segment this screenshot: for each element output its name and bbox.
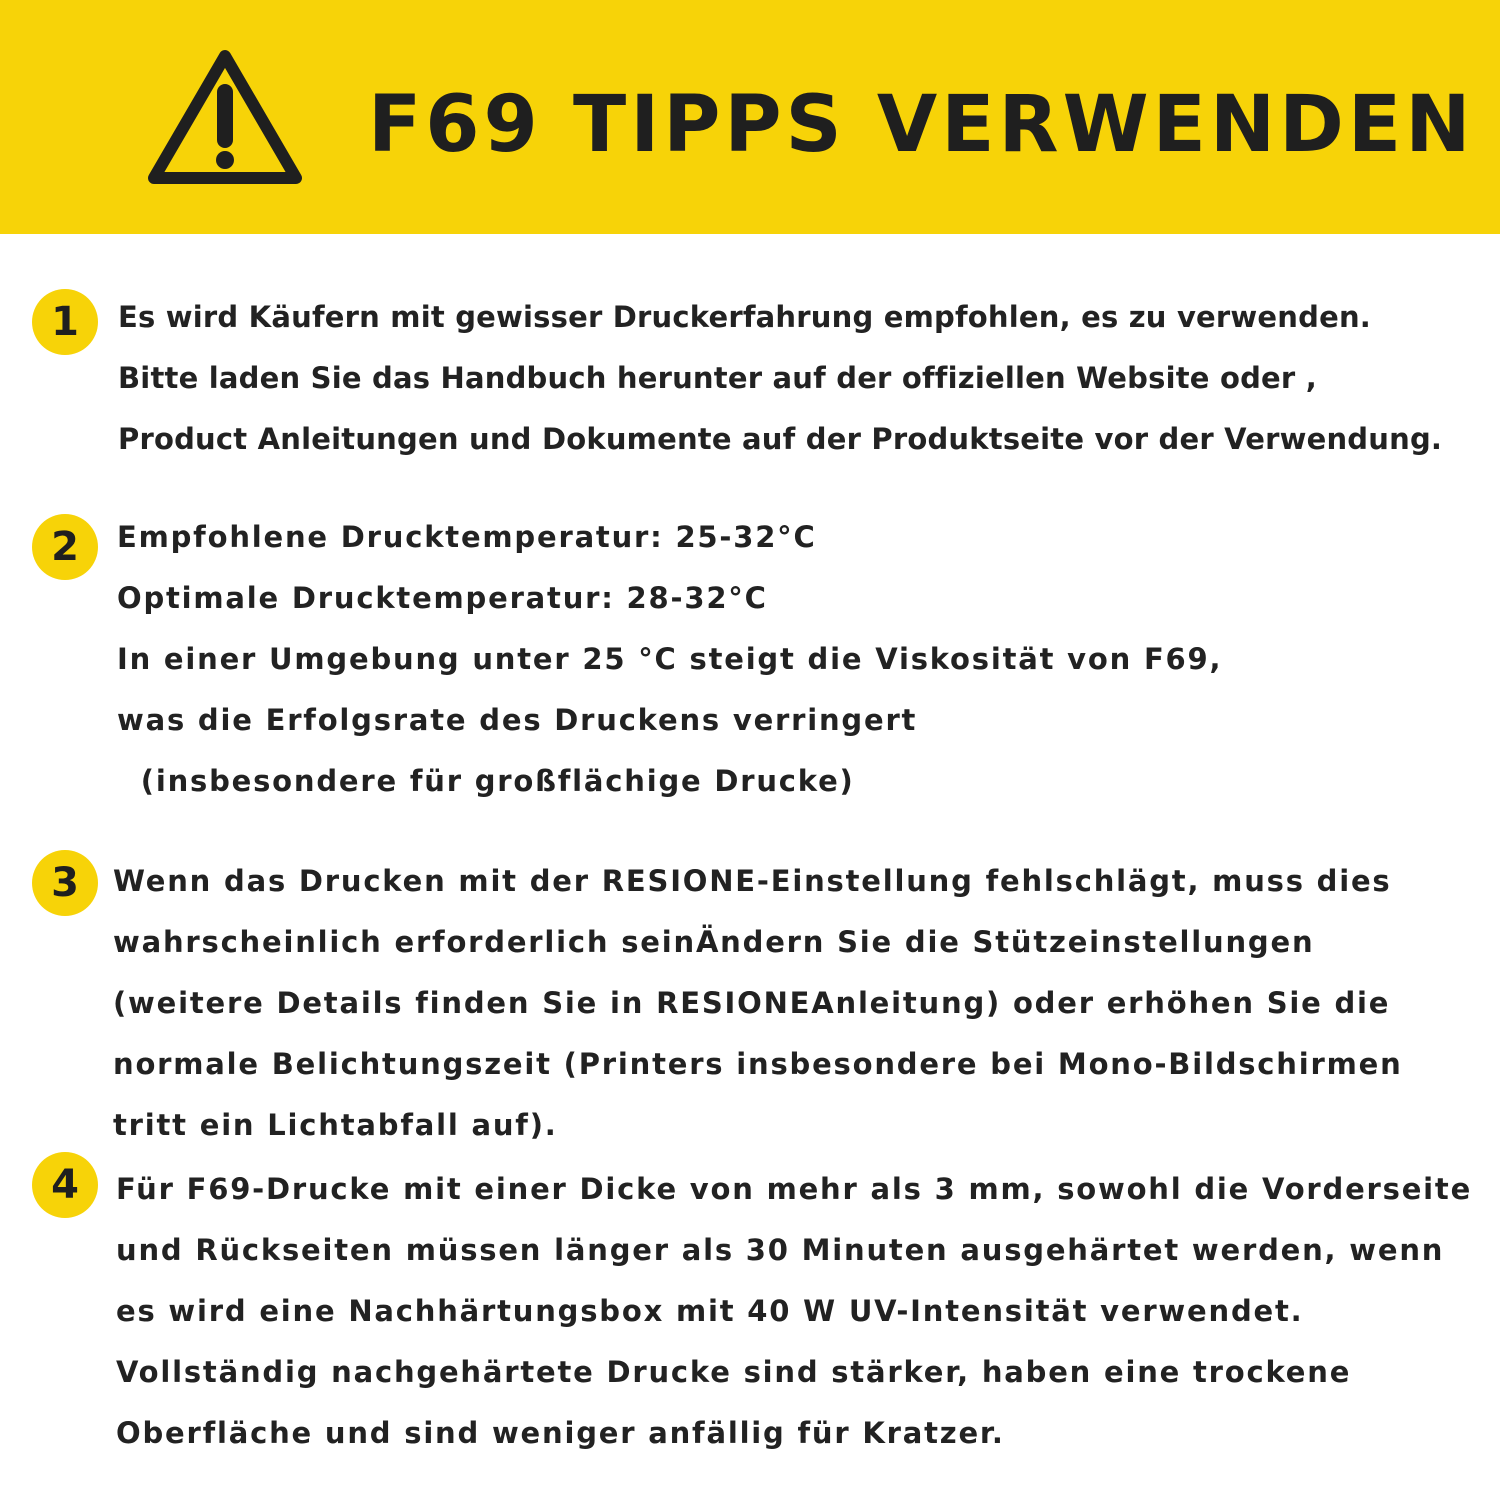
- tip-line: Es wird Käufern mit gewisser Druckerfahrung empfohlen, es zu verwenden.: [118, 300, 1372, 334]
- tip-4-text: [116, 1159, 1472, 1464]
- tip-line: In einer Umgebung unter 25 °C steigt die Viskosität von F69,: [117, 642, 1223, 676]
- tip-line: Empfohlene Drucktemperatur: 25-32°C: [117, 520, 817, 554]
- tip-line: (weitere Details finden Sie in RESIONEAnleitung) oder erhöhen Sie die: [113, 986, 1391, 1020]
- warning-triangle-icon: [144, 46, 306, 188]
- tip-line: es wird eine Nachhärtungsbox mit 40 W UV-Intensität verwendet.: [116, 1294, 1304, 1328]
- tip-2-text: [117, 507, 1222, 812]
- tip-line: Product Anleitungen und Dokumente auf der Produktseite vor der Verwendung.: [118, 422, 1443, 456]
- tip-number-badge: 3: [32, 850, 98, 916]
- tip-line: tritt ein Lichtabfall auf).: [113, 1108, 558, 1142]
- tip-line: normale Belichtungszeit (Printers insbesondere bei Mono-Bildschirmen: [113, 1047, 1403, 1081]
- tip-line: Bitte laden Sie das Handbuch herunter auf der offiziellen Website oder ,: [118, 361, 1317, 395]
- tip-number-badge: 1: [32, 289, 98, 355]
- tip-number-badge: 2: [32, 514, 98, 580]
- header-banner: [0, 0, 1500, 234]
- tip-line: Vollständig nachgehärtete Drucke sind stärker, haben eine trockene: [116, 1355, 1352, 1389]
- tip-line: (insbesondere für großflächige Drucke): [117, 764, 855, 798]
- tip-line: Für F69-Drucke mit einer Dicke von mehr als 3 mm, sowohl die Vorderseite: [116, 1172, 1473, 1206]
- tip-line: Oberfläche und sind weniger anfällig für Kratzer.: [116, 1416, 1005, 1450]
- tip-line: Optimale Drucktemperatur: 28-32°C: [117, 581, 768, 615]
- tip-line: was die Erfolgsrate des Druckens verringert: [117, 703, 918, 737]
- tip-1-text: [118, 287, 1442, 470]
- tip-line: Wenn das Drucken mit der RESIONE-Einstellung fehlschlägt, muss dies: [113, 864, 1392, 898]
- tip-line: und Rückseiten müssen länger als 30 Minuten ausgehärtet werden, wenn: [116, 1233, 1445, 1267]
- tip-number-badge: 4: [32, 1152, 98, 1218]
- page-title: F69 TIPPS VERWENDEN: [368, 80, 1475, 170]
- tip-3-text: [113, 851, 1403, 1156]
- tip-line: wahrscheinlich erforderlich seinÄndern Sie die Stützeinstellungen: [113, 925, 1315, 959]
